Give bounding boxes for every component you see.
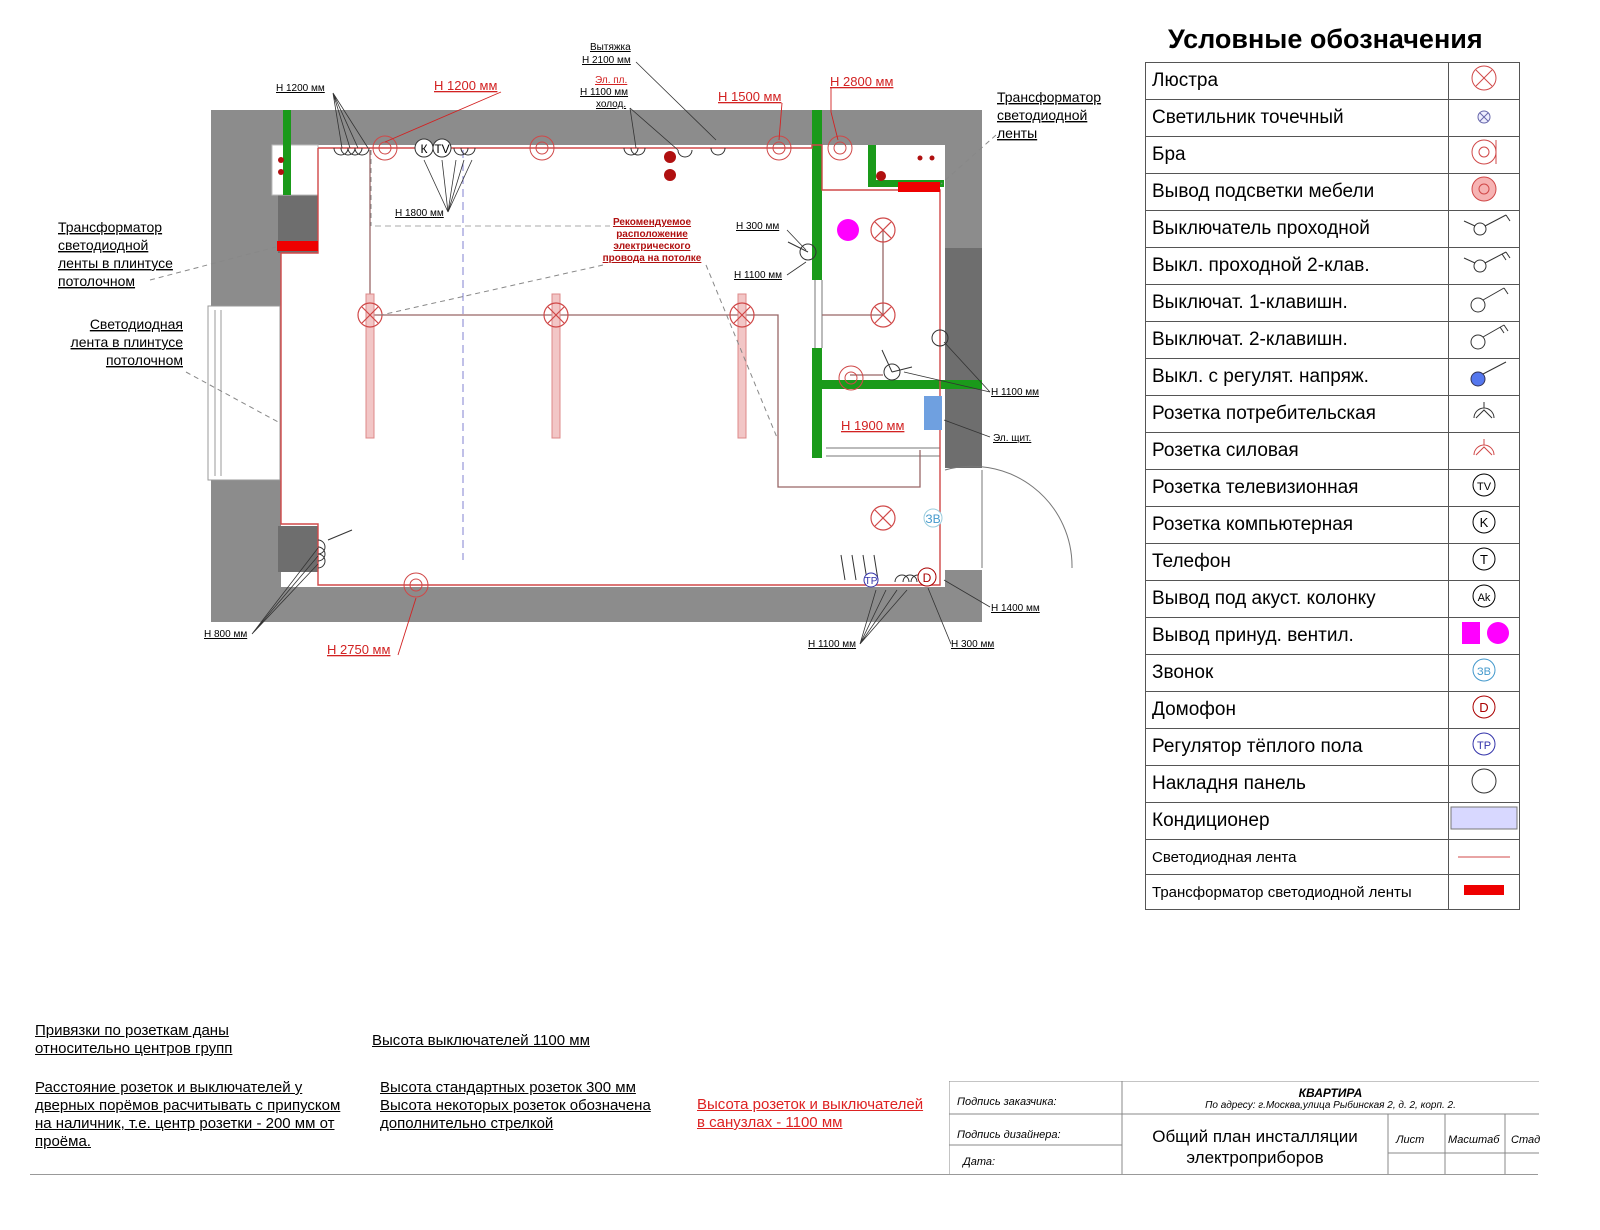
switch-1key-icon (1449, 285, 1520, 322)
legend-label: Выкл. проходной 2-клав. (1146, 248, 1449, 285)
switch-2key-icon (1449, 322, 1520, 359)
svg-text:Н 1100 мм: Н 1100 мм (734, 270, 783, 281)
svg-text:Н 2750 мм: Н 2750 мм (327, 642, 391, 657)
sconce-icon (1449, 137, 1520, 174)
legend-row (1146, 174, 1520, 211)
legend-row (1146, 100, 1520, 137)
legend-label: Светодиодная лента (1146, 840, 1449, 875)
sheet-title-line2: электроприборов (1186, 1148, 1324, 1167)
legend-label: Светильник точечный (1146, 100, 1449, 137)
legend-label: Выключат. 1-клавишн. (1146, 285, 1449, 322)
svg-text:ЗВ: ЗВ (1477, 666, 1491, 678)
legend-label: Выключатель проходной (1146, 211, 1449, 248)
switch-icon (788, 242, 808, 252)
led-transformer-icon (898, 182, 940, 192)
legend-row (1146, 766, 1520, 803)
switch-icon (328, 530, 352, 540)
socket-icon (318, 540, 325, 568)
sheet-title-line1: Общий план инсталляции (1152, 1127, 1358, 1146)
legend-row (1146, 618, 1520, 655)
legend-row (1146, 729, 1520, 766)
svg-text:T: T (1480, 552, 1488, 567)
svg-text:ленты: ленты (997, 125, 1038, 141)
legend-row (1146, 803, 1520, 840)
legend-row (1146, 655, 1520, 692)
switch-icon (882, 350, 912, 372)
legend-row (1146, 692, 1520, 729)
socket-icon (624, 148, 645, 155)
note-socket-height: Высота стандартных розеток 300 мм Высота некоторых розеток обозначена дополнительно стрелкой (380, 1079, 651, 1132)
legend-label: Розетка потребительская (1146, 396, 1449, 433)
legend-label: Розетка телевизионная (1146, 470, 1449, 507)
legend-row (1146, 875, 1520, 910)
partitions (283, 110, 982, 458)
svg-text:Н 1400 мм: Н 1400 мм (991, 603, 1040, 614)
legend-row (1146, 433, 1520, 470)
svg-text:Н 1100 мм: Н 1100 мм (808, 639, 857, 650)
chandelier-icon (871, 506, 895, 530)
special-outlets (415, 139, 942, 587)
date-label: Дата: (963, 1156, 996, 1168)
svg-text:Н 1100 мм: Н 1100 мм (991, 387, 1040, 398)
switch-icons (328, 242, 912, 580)
svg-text:лента в плинтусе: лента в плинтусе (70, 334, 183, 350)
legend-label: Трансформатор светодиодной ленты (1146, 875, 1449, 910)
svg-text:Н 1100 мм: Н 1100 мм (580, 87, 629, 98)
note-bathroom-height: Высота розеток и выключателей в санузлах - 1100 мм (697, 1096, 924, 1131)
legend-label: Звонок (1146, 655, 1449, 692)
electrical-panel (924, 396, 942, 430)
floor-heating-regulator-icon (1449, 729, 1520, 766)
svg-text:Н 1200 мм: Н 1200 мм (434, 78, 498, 93)
svg-text:Эл. щит.: Эл. щит. (993, 433, 1032, 444)
pass-switch-2key-icon (1449, 248, 1520, 285)
svg-text:Трансформатор: Трансформатор (58, 219, 163, 235)
legend-row (1146, 581, 1520, 618)
tv-socket-icon (1449, 470, 1520, 507)
svg-text:TV: TV (1476, 481, 1492, 493)
furniture-light-icon (1449, 174, 1520, 211)
legend-row (1146, 137, 1520, 174)
legend-row (1146, 507, 1520, 544)
legend-row (1146, 285, 1520, 322)
note-bindings: Привязки по розеткам даны относительно центров групп (35, 1022, 233, 1057)
floor-plan (0, 0, 1140, 700)
legend-row (1146, 840, 1520, 875)
svg-text:Вытяжка: Вытяжка (590, 42, 631, 53)
doorbell-icon (1449, 655, 1520, 692)
title-block (949, 1081, 1539, 1174)
svg-text:потолочном: потолочном (58, 273, 136, 289)
svg-text:D: D (922, 571, 932, 585)
legend-label: Кондиционер (1146, 803, 1449, 840)
computer-socket-icon (1449, 507, 1520, 544)
client-sign-label: Подпись заказчика: (957, 1096, 1057, 1108)
svg-text:Н 300 мм: Н 300 мм (736, 221, 780, 232)
pass-switch-icon (1449, 211, 1520, 248)
svg-text:Трансформатор: Трансформатор (997, 89, 1102, 105)
note-switch-height: Высота выключателей 1100 мм (372, 1032, 590, 1049)
address: По адресу: г.Москва,улица Рыбинская 2, д. 2, корп. 2. (1205, 1100, 1456, 1111)
legend-row (1146, 470, 1520, 507)
legend-title: Условные обозначения (1168, 24, 1483, 54)
legend-label: Регулятор тёплого пола (1146, 729, 1449, 766)
legend-row (1146, 63, 1520, 100)
designer-sign-label: Подпись дизайнера: (957, 1129, 1061, 1141)
legend-label: Накладня панель (1146, 766, 1449, 803)
svg-text:Рекомендуемое: Рекомендуемое (612, 217, 692, 228)
legend-label: Люстра (1146, 63, 1449, 100)
bottom-rule (30, 1174, 1538, 1175)
svg-text:холод.: холод. (596, 99, 627, 110)
socket-icon (334, 148, 369, 155)
svg-text:потолочном: потолочном (105, 352, 183, 368)
window (208, 306, 280, 480)
legend-row (1146, 322, 1520, 359)
red-leader-lines (385, 87, 838, 655)
svg-text:Н 1900 мм: Н 1900 мм (841, 418, 905, 433)
phone-socket-icon (1449, 544, 1520, 581)
svg-text:Н 800 мм: Н 800 мм (204, 629, 248, 640)
leader-lines (252, 62, 990, 644)
legend-label: Бра (1146, 137, 1449, 174)
svg-text:Н 1800 мм: Н 1800 мм (395, 208, 444, 219)
chandelier-icon (1449, 63, 1520, 100)
col-scale: Масштаб (1448, 1134, 1500, 1146)
led-transformer-icon (1449, 875, 1520, 910)
svg-text:Н 2100 мм: Н 2100 мм (582, 55, 631, 66)
intercom-icon (1449, 692, 1520, 729)
svg-text:Н 2800 мм: Н 2800 мм (830, 74, 894, 89)
power-socket-icon (1449, 433, 1520, 470)
led-strip-icon (1449, 840, 1520, 875)
legend-label: Телефон (1146, 544, 1449, 581)
svg-text:TV: TV (434, 142, 450, 156)
legend-label: Выкл. с регулят. напряж. (1146, 359, 1449, 396)
legend-row (1146, 248, 1520, 285)
legend-label: Вывод под акуст. колонку (1146, 581, 1449, 618)
svg-text:Н 1500 мм: Н 1500 мм (718, 89, 782, 104)
svg-text:TP: TP (1476, 740, 1492, 752)
led-strip (281, 145, 940, 585)
svg-text:расположение: расположение (616, 229, 688, 240)
col-stage: Стад (1511, 1134, 1541, 1146)
overlay-panel-icon (1449, 766, 1520, 803)
legend-row (1146, 359, 1520, 396)
svg-text:Н 1200 мм: Н 1200 мм (276, 83, 325, 94)
svg-text:электрического: электрического (613, 241, 691, 252)
socket-icon (454, 148, 475, 155)
socket-icon (1449, 396, 1520, 433)
spotlight-icon (1449, 100, 1520, 137)
svg-text:провода на потолке: провода на потолке (602, 253, 702, 264)
walls (211, 110, 982, 622)
led-transformer-icon (277, 241, 318, 251)
sconce-icons (373, 136, 863, 597)
svg-text:светодиодной: светодиодной (997, 107, 1088, 123)
legend-label: Домофон (1146, 692, 1449, 729)
furniture-light-icons (278, 151, 935, 181)
ventilation-icon (1449, 618, 1520, 655)
legend-label: Вывод принуд. вентил. (1146, 618, 1449, 655)
svg-text:светодиодной: светодиодной (58, 237, 149, 253)
legend-row (1146, 396, 1520, 433)
air-conditioner-icon (1449, 803, 1520, 840)
svg-text:TP: TP (864, 576, 878, 587)
object-title: КВАРТИРА (1298, 1086, 1363, 1100)
legend-row (1146, 211, 1520, 248)
svg-text:Н 300 мм: Н 300 мм (951, 639, 995, 650)
note-door-distance: Расстояние розеток и выключателей у дверных порёмов расчитывать с припуском на наличник, т.е. центр розетки - 200 мм от проёма. (35, 1079, 341, 1150)
svg-text:К: К (420, 142, 428, 156)
speaker-outlet-icon (1449, 581, 1520, 618)
svg-text:Эл. пл.: Эл. пл. (595, 75, 628, 86)
legend-row (1146, 544, 1520, 581)
dimmer-switch-icon (1449, 359, 1520, 396)
ventilation-icon (837, 219, 859, 241)
legend-label: Вывод подсветки мебели (1146, 174, 1449, 211)
svg-text:K: K (1479, 515, 1489, 530)
col-sheet: Лист (1396, 1134, 1425, 1146)
svg-text:ЗВ: ЗВ (925, 512, 941, 526)
legend-label: Выключат. 2-клавишн. (1146, 322, 1449, 359)
svg-text:Светодиодная: Светодиодная (89, 316, 183, 332)
legend-label: Розетка компьютерная (1146, 507, 1449, 544)
svg-text:Ak: Ak (1477, 592, 1491, 604)
ceiling-wiring (370, 150, 920, 487)
svg-text:D: D (1479, 700, 1489, 715)
legend-label: Розетка силовая (1146, 433, 1449, 470)
socket-icon (678, 148, 725, 157)
svg-text:ленты в плинтусе: ленты в плинтусе (58, 255, 173, 271)
legend-table (1145, 62, 1520, 910)
